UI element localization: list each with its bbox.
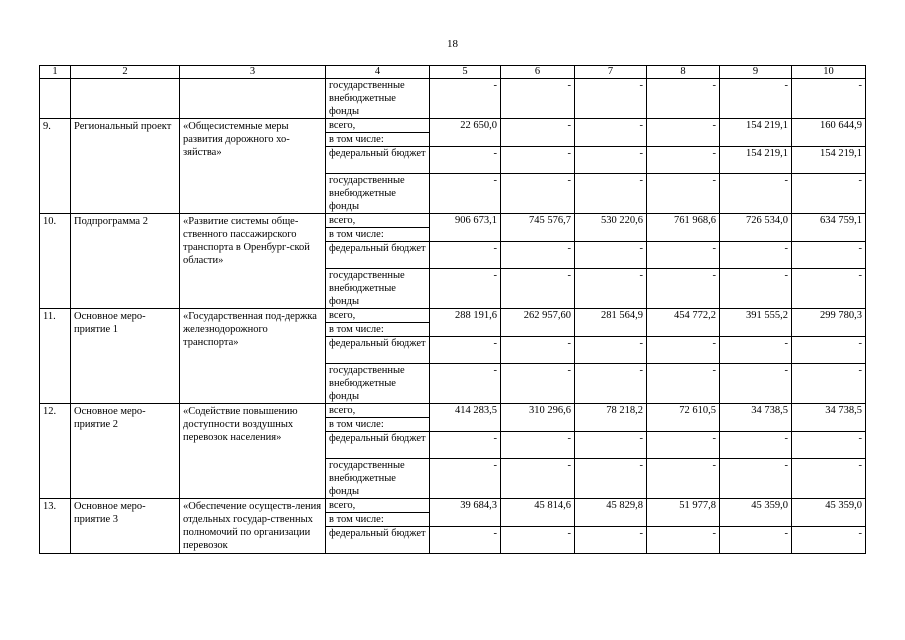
row-name-cell bbox=[180, 79, 326, 119]
total-value: 726 534,0 bbox=[720, 214, 792, 242]
total-value: 299 780,3 bbox=[792, 309, 866, 337]
offbudget-label: государственные внебюджетные фонды bbox=[326, 79, 430, 119]
federal-value: - bbox=[720, 432, 792, 459]
row-number: 12. bbox=[40, 404, 71, 499]
federal-value: - bbox=[501, 337, 575, 364]
total-value: - bbox=[647, 119, 720, 147]
total-value: 34 738,5 bbox=[792, 404, 866, 432]
total-value: 761 968,6 bbox=[647, 214, 720, 242]
row-name: «Обеспечение осуществ-ления отдельных государ-ственных полномочий по организации перевозок bbox=[180, 499, 326, 554]
table-row bbox=[40, 214, 866, 228]
federal-value: 154 219,1 bbox=[792, 147, 866, 174]
total-value: 22 650,0 bbox=[430, 119, 501, 147]
value-cell: - bbox=[647, 79, 720, 119]
offbudget-value: - bbox=[647, 269, 720, 309]
table-row bbox=[40, 404, 866, 418]
offbudget-label: государственные внебюджетные фонды bbox=[326, 174, 430, 214]
row-number: 10. bbox=[40, 214, 71, 309]
value-cell: - bbox=[501, 79, 575, 119]
federal-label: федеральный бюджет bbox=[326, 527, 430, 554]
incl-label: в том числе: bbox=[326, 513, 430, 527]
row-number: 13. bbox=[40, 499, 71, 554]
incl-label: в том числе: bbox=[326, 133, 430, 147]
federal-value: - bbox=[430, 337, 501, 364]
row-name: «Содействие повышению доступности воздушных перевозок населения» bbox=[180, 404, 326, 499]
total-value: 745 576,7 bbox=[501, 214, 575, 242]
federal-value: - bbox=[501, 527, 575, 554]
total-label: всего, bbox=[326, 404, 430, 418]
federal-value: - bbox=[430, 147, 501, 174]
total-value: 45 359,0 bbox=[792, 499, 866, 527]
federal-value: - bbox=[720, 242, 792, 269]
offbudget-value: - bbox=[720, 459, 792, 499]
federal-label: федеральный бюджет bbox=[326, 242, 430, 269]
federal-value: - bbox=[430, 242, 501, 269]
total-value: 45 814,6 bbox=[501, 499, 575, 527]
value-cell: - bbox=[430, 79, 501, 119]
row-name: «Общесистемные меры развития дорожного хо-зяйства» bbox=[180, 119, 326, 214]
federal-value: - bbox=[501, 242, 575, 269]
federal-value: - bbox=[792, 432, 866, 459]
federal-value: - bbox=[501, 432, 575, 459]
total-label: всего, bbox=[326, 309, 430, 323]
total-value: 391 555,2 bbox=[720, 309, 792, 337]
federal-label: федеральный бюджет bbox=[326, 147, 430, 174]
offbudget-value: - bbox=[647, 364, 720, 404]
federal-value: - bbox=[647, 527, 720, 554]
offbudget-value: - bbox=[792, 174, 866, 214]
value-cell: - bbox=[575, 79, 647, 119]
row-type: Основное меро-приятие 2 bbox=[71, 404, 180, 499]
total-value: 154 219,1 bbox=[720, 119, 792, 147]
federal-value: - bbox=[575, 147, 647, 174]
incl-label: в том числе: bbox=[326, 228, 430, 242]
offbudget-value: - bbox=[501, 364, 575, 404]
offbudget-value: - bbox=[792, 459, 866, 499]
row-type: Основное меро-приятие 1 bbox=[71, 309, 180, 404]
table-row bbox=[40, 79, 866, 119]
offbudget-value: - bbox=[430, 459, 501, 499]
offbudget-label: государственные внебюджетные фонды bbox=[326, 459, 430, 499]
offbudget-value: - bbox=[501, 174, 575, 214]
header-cell: 8 bbox=[647, 66, 720, 79]
header-cell: 9 bbox=[720, 66, 792, 79]
row-number: 9. bbox=[40, 119, 71, 214]
offbudget-value: - bbox=[720, 269, 792, 309]
total-value: 39 684,3 bbox=[430, 499, 501, 527]
value-cell: - bbox=[720, 79, 792, 119]
federal-value: - bbox=[720, 527, 792, 554]
total-value: - bbox=[575, 119, 647, 147]
total-value: 288 191,6 bbox=[430, 309, 501, 337]
row-type: Основное меро-приятие 3 bbox=[71, 499, 180, 554]
value-cell: - bbox=[792, 79, 866, 119]
header-cell: 6 bbox=[501, 66, 575, 79]
offbudget-value: - bbox=[575, 459, 647, 499]
total-value: 454 772,2 bbox=[647, 309, 720, 337]
federal-value: - bbox=[647, 432, 720, 459]
offbudget-value: - bbox=[430, 174, 501, 214]
total-value: - bbox=[501, 119, 575, 147]
offbudget-value: - bbox=[430, 364, 501, 404]
header-cell: 2 bbox=[71, 66, 180, 79]
offbudget-value: - bbox=[575, 269, 647, 309]
incl-label: в том числе: bbox=[326, 323, 430, 337]
federal-value: 154 219,1 bbox=[720, 147, 792, 174]
header-cell: 5 bbox=[430, 66, 501, 79]
offbudget-value: - bbox=[575, 174, 647, 214]
total-value: 45 359,0 bbox=[720, 499, 792, 527]
total-value: 414 283,5 bbox=[430, 404, 501, 432]
total-value: 906 673,1 bbox=[430, 214, 501, 242]
total-value: 160 644,9 bbox=[792, 119, 866, 147]
federal-value: - bbox=[647, 147, 720, 174]
federal-value: - bbox=[647, 242, 720, 269]
row-type-cell bbox=[71, 79, 180, 119]
row-name: «Развитие системы обще-ственного пассажирского транспорта в Оренбург-ской области» bbox=[180, 214, 326, 309]
total-value: 310 296,6 bbox=[501, 404, 575, 432]
offbudget-value: - bbox=[575, 364, 647, 404]
offbudget-value: - bbox=[647, 174, 720, 214]
header-cell: 1 bbox=[40, 66, 71, 79]
offbudget-value: - bbox=[501, 269, 575, 309]
total-value: 634 759,1 bbox=[792, 214, 866, 242]
federal-value: - bbox=[575, 527, 647, 554]
row-number: 11. bbox=[40, 309, 71, 404]
federal-label: федеральный бюджет bbox=[326, 432, 430, 459]
federal-value: - bbox=[430, 432, 501, 459]
row-type: Подпрограмма 2 bbox=[71, 214, 180, 309]
offbudget-label: государственные внебюджетные фонды bbox=[326, 269, 430, 309]
total-value: 51 977,8 bbox=[647, 499, 720, 527]
federal-value: - bbox=[501, 147, 575, 174]
offbudget-value: - bbox=[720, 364, 792, 404]
total-value: 72 610,5 bbox=[647, 404, 720, 432]
offbudget-value: - bbox=[430, 269, 501, 309]
table-body bbox=[40, 79, 866, 554]
row-name: «Государственная под-держка железнодорожного транспорта» bbox=[180, 309, 326, 404]
federal-value: - bbox=[575, 432, 647, 459]
header-cell: 7 bbox=[575, 66, 647, 79]
federal-value: - bbox=[575, 242, 647, 269]
offbudget-value: - bbox=[720, 174, 792, 214]
header-cell: 10 bbox=[792, 66, 866, 79]
offbudget-value: - bbox=[792, 364, 866, 404]
total-label: всего, bbox=[326, 119, 430, 133]
header-row bbox=[40, 66, 866, 79]
total-value: 34 738,5 bbox=[720, 404, 792, 432]
incl-label: в том числе: bbox=[326, 418, 430, 432]
total-value: 45 829,8 bbox=[575, 499, 647, 527]
offbudget-value: - bbox=[792, 269, 866, 309]
row-type: Региональный проект bbox=[71, 119, 180, 214]
offbudget-label: государственные внебюджетные фонды bbox=[326, 364, 430, 404]
table-row bbox=[40, 309, 866, 323]
total-value: 262 957,60 bbox=[501, 309, 575, 337]
federal-label: федеральный бюджет bbox=[326, 337, 430, 364]
total-label: всего, bbox=[326, 214, 430, 228]
total-value: 78 218,2 bbox=[575, 404, 647, 432]
table-row bbox=[40, 499, 866, 513]
table-row bbox=[40, 119, 866, 133]
total-label: всего, bbox=[326, 499, 430, 513]
federal-value: - bbox=[647, 337, 720, 364]
header-cell: 4 bbox=[326, 66, 430, 79]
federal-value: - bbox=[792, 527, 866, 554]
federal-value: - bbox=[792, 337, 866, 364]
total-value: 281 564,9 bbox=[575, 309, 647, 337]
offbudget-value: - bbox=[647, 459, 720, 499]
federal-value: - bbox=[575, 337, 647, 364]
page-number: 18 bbox=[447, 38, 458, 50]
federal-value: - bbox=[720, 337, 792, 364]
total-value: 530 220,6 bbox=[575, 214, 647, 242]
offbudget-value: - bbox=[501, 459, 575, 499]
header-cell: 3 bbox=[180, 66, 326, 79]
budget-table bbox=[39, 65, 866, 554]
row-number-cell bbox=[40, 79, 71, 119]
federal-value: - bbox=[430, 527, 501, 554]
federal-value: - bbox=[792, 242, 866, 269]
